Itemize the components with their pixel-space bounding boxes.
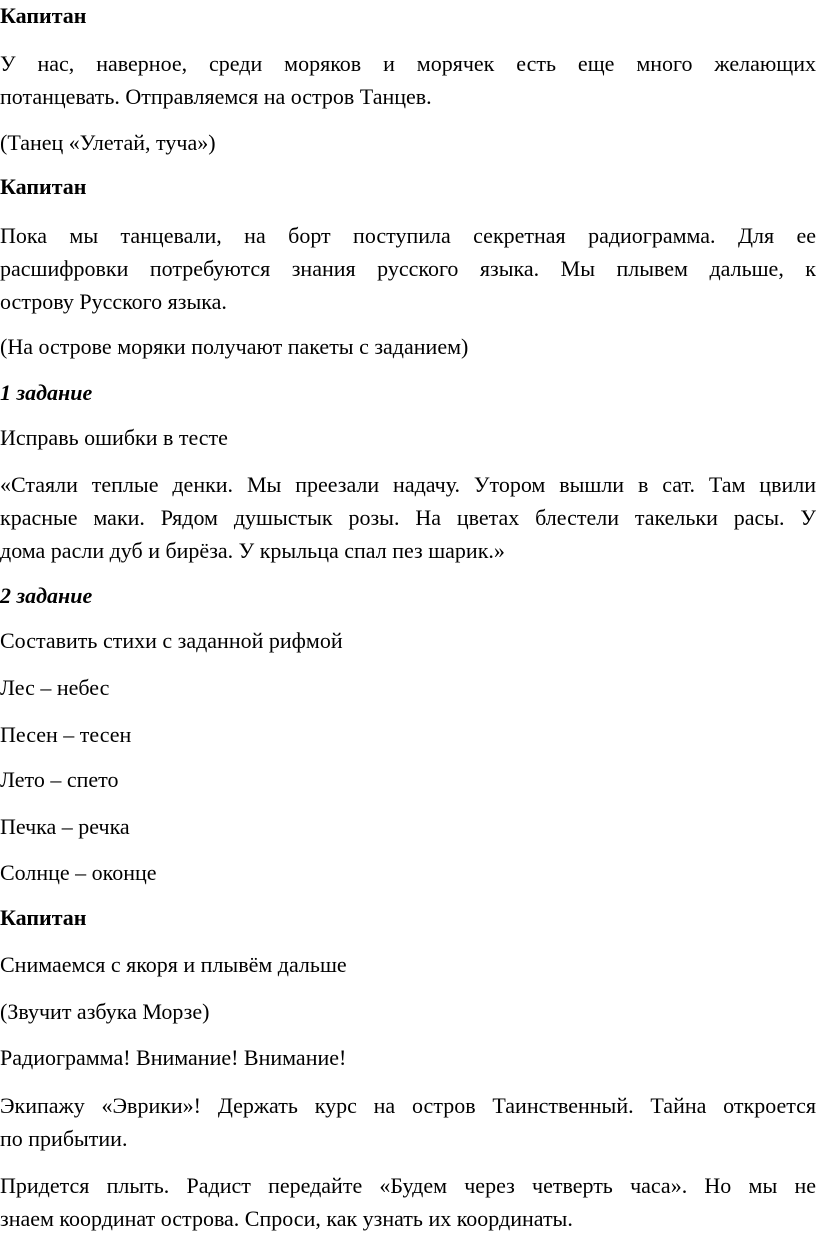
rhyme-pair: Песен – тесен bbox=[0, 722, 132, 747]
paragraph-line: Придется плыть. Радист передайте «Будем через четверть часа». Но мы не bbox=[0, 1173, 816, 1198]
task-text-line: красные маки. Рядом душыстык розы. На цветах блестели такельки расы. У bbox=[0, 505, 816, 530]
speaker-heading: Капитан bbox=[0, 905, 87, 930]
rhyme-pair: Печка – речка bbox=[0, 814, 130, 839]
task-text-line: дома расли дуб и бирёза. У крыльца спал пез шарик.» bbox=[0, 538, 505, 563]
task-instruction: Исправь ошибки в тесте bbox=[0, 425, 228, 450]
task-instruction: Составить стихи с заданной рифмой bbox=[0, 628, 343, 653]
paragraph-line: по прибытии. bbox=[0, 1126, 128, 1151]
task-text-line: «Стаяли теплые денки. Мы преезали надачу. Утором вышли в сат. Там цвили bbox=[0, 472, 816, 497]
task-title: 2 задание bbox=[0, 583, 93, 608]
paragraph-line: Радиограмма! Внимание! Внимание! bbox=[0, 1045, 347, 1070]
stage-direction: (Звучит азбука Морзе) bbox=[0, 999, 210, 1024]
stage-direction: (Танец «Улетай, туча») bbox=[0, 130, 216, 155]
paragraph-line: Пока мы танцевали, на борт поступила секретная радиограмма. Для ее bbox=[0, 223, 816, 248]
paragraph-line: знаем координат острова. Спроси, как узнать их координаты. bbox=[0, 1206, 573, 1231]
paragraph-line: острову Русского языка. bbox=[0, 289, 227, 314]
paragraph-line: расшифровки потребуются знания русского языка. Мы плывем дальше, к bbox=[0, 256, 816, 281]
paragraph-line: У нас, наверное, среди моряков и морячек есть еще много желающих bbox=[0, 51, 816, 76]
rhyme-pair: Лето – спето bbox=[0, 767, 119, 792]
rhyme-pair: Солнце – оконце bbox=[0, 860, 157, 885]
speaker-heading: Капитан bbox=[0, 174, 87, 199]
stage-direction: (На острове моряки получают пакеты с заданием) bbox=[0, 334, 469, 359]
rhyme-pair: Лес – небес bbox=[0, 675, 110, 700]
paragraph-line: Экипажу «Эврики»! Держать курс на остров Таинственный. Тайна откроется bbox=[0, 1093, 816, 1118]
task-title: 1 задание bbox=[0, 380, 93, 405]
speaker-heading: Капитан bbox=[0, 3, 87, 28]
paragraph-line: потанцевать. Отправляемся на остров Танцев. bbox=[0, 84, 432, 109]
paragraph-line: Снимаемся с якоря и плывём дальше bbox=[0, 952, 347, 977]
